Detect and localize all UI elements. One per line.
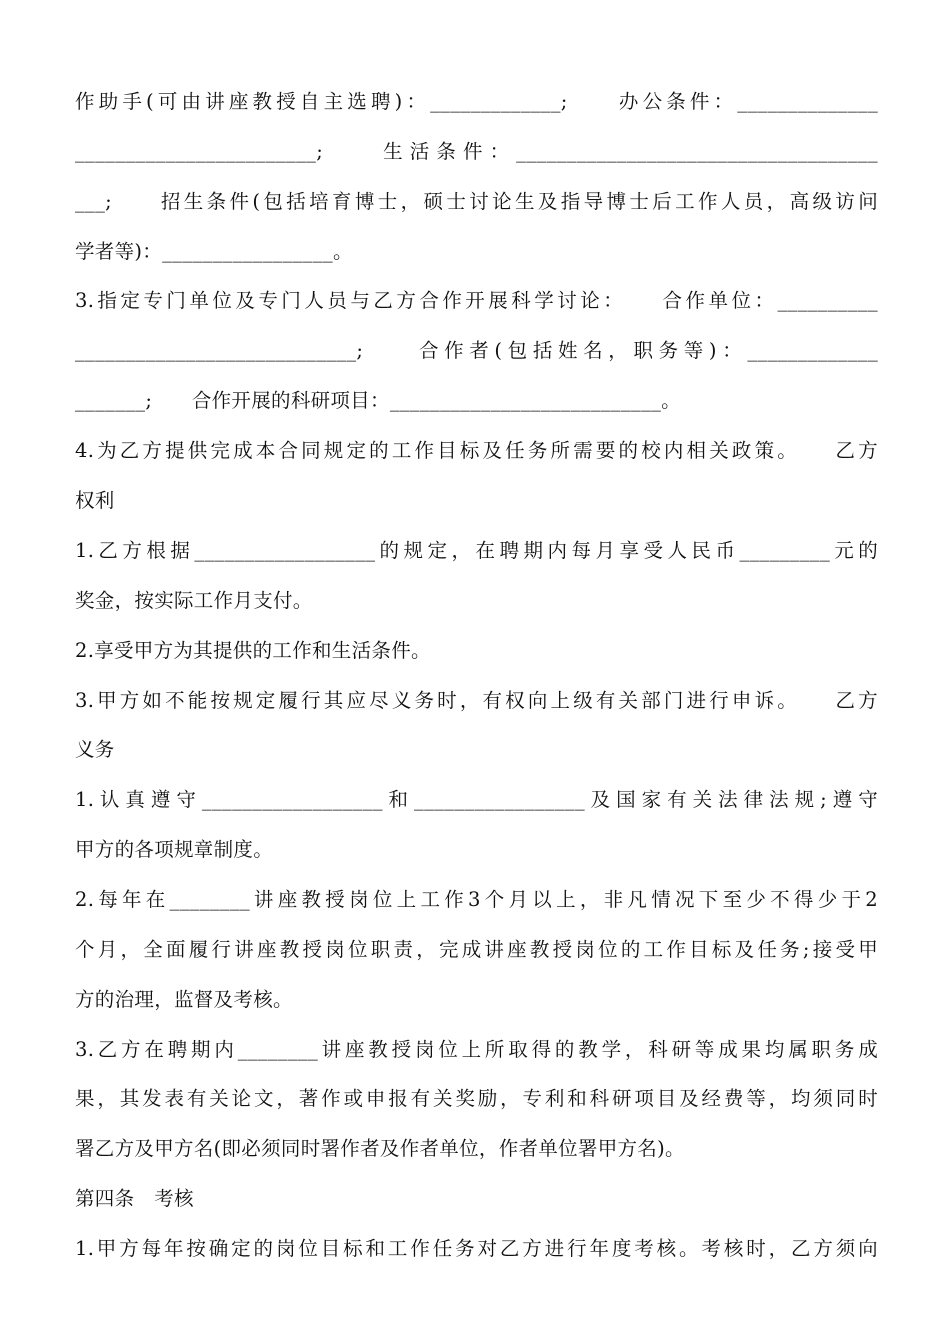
text-line: 作助手(可由讲座教授自主选聘)：_____________; 办公条件：______________ (75, 90, 878, 113)
text-line: 3.乙方在聘期内________讲座教授岗位上所取得的教学，科研等成果均属职务成 (75, 1038, 878, 1061)
text-line: 署乙方及甲方名(即必须同时署作者及作者单位，作者单位署甲方名)。 (75, 1137, 685, 1160)
text-line: 1.甲方每年按确定的岗位目标和工作任务对乙方进行年度考核。考核时，乙方须向 (75, 1237, 878, 1260)
text-line: ________________________; 生活条件：____________________________________ (75, 140, 878, 163)
text-line: 3.甲方如不能按规定履行其应尽义务时，有权向上级有关部门进行申诉。 乙方 (75, 689, 878, 712)
text-line: 奖金，按实际工作月支付。 (75, 589, 313, 612)
text-line: 甲方的各项规章制度。 (75, 838, 274, 861)
text-line: 2.享受甲方为其提供的工作和生活条件。 (75, 639, 431, 662)
text-line: 个月，全面履行讲座教授岗位职责，完成讲座教授岗位的工作目标及任务;接受甲 (75, 938, 878, 961)
text-line: 果，其发表有关论文，著作或申报有关奖励，专利和科研项目及经费等，均须同时 (75, 1087, 878, 1110)
text-line: _______; 合作开展的科研项目：___________________________。 (75, 389, 681, 412)
section-heading: 权利 (75, 489, 115, 512)
text-line: 2.每年在________讲座教授岗位上工作3个月以上，非凡情况下至少不得少于2 (75, 888, 878, 911)
text-line: 学者等)：_________________。 (75, 240, 353, 263)
text-line: 1.认真遵守__________________和_________________及国家有关法律法规;遵守 (75, 788, 878, 811)
section-heading: 义务 (75, 738, 115, 761)
text-line: 3.指定专门单位及专门人员与乙方合作开展科学讨论： 合作单位：__________ (75, 289, 878, 312)
text-line: 1.乙方根据__________________的规定，在聘期内每月享受人民币_________元的 (75, 539, 878, 562)
text-line: 方的治理，监督及考核。 (75, 988, 293, 1011)
text-line: 4.为乙方提供完成本合同规定的工作目标及任务所需要的校内相关政策。 乙方 (75, 439, 878, 462)
text-line: ____________________________; 合作者(包括姓名，职务等)：_____________ (75, 339, 878, 362)
article-heading: 第四条 考核 (75, 1187, 194, 1210)
text-line: ___; 招生条件(包括培育博士，硕士讨论生及指导博士后工作人员，高级访问 (75, 190, 878, 213)
